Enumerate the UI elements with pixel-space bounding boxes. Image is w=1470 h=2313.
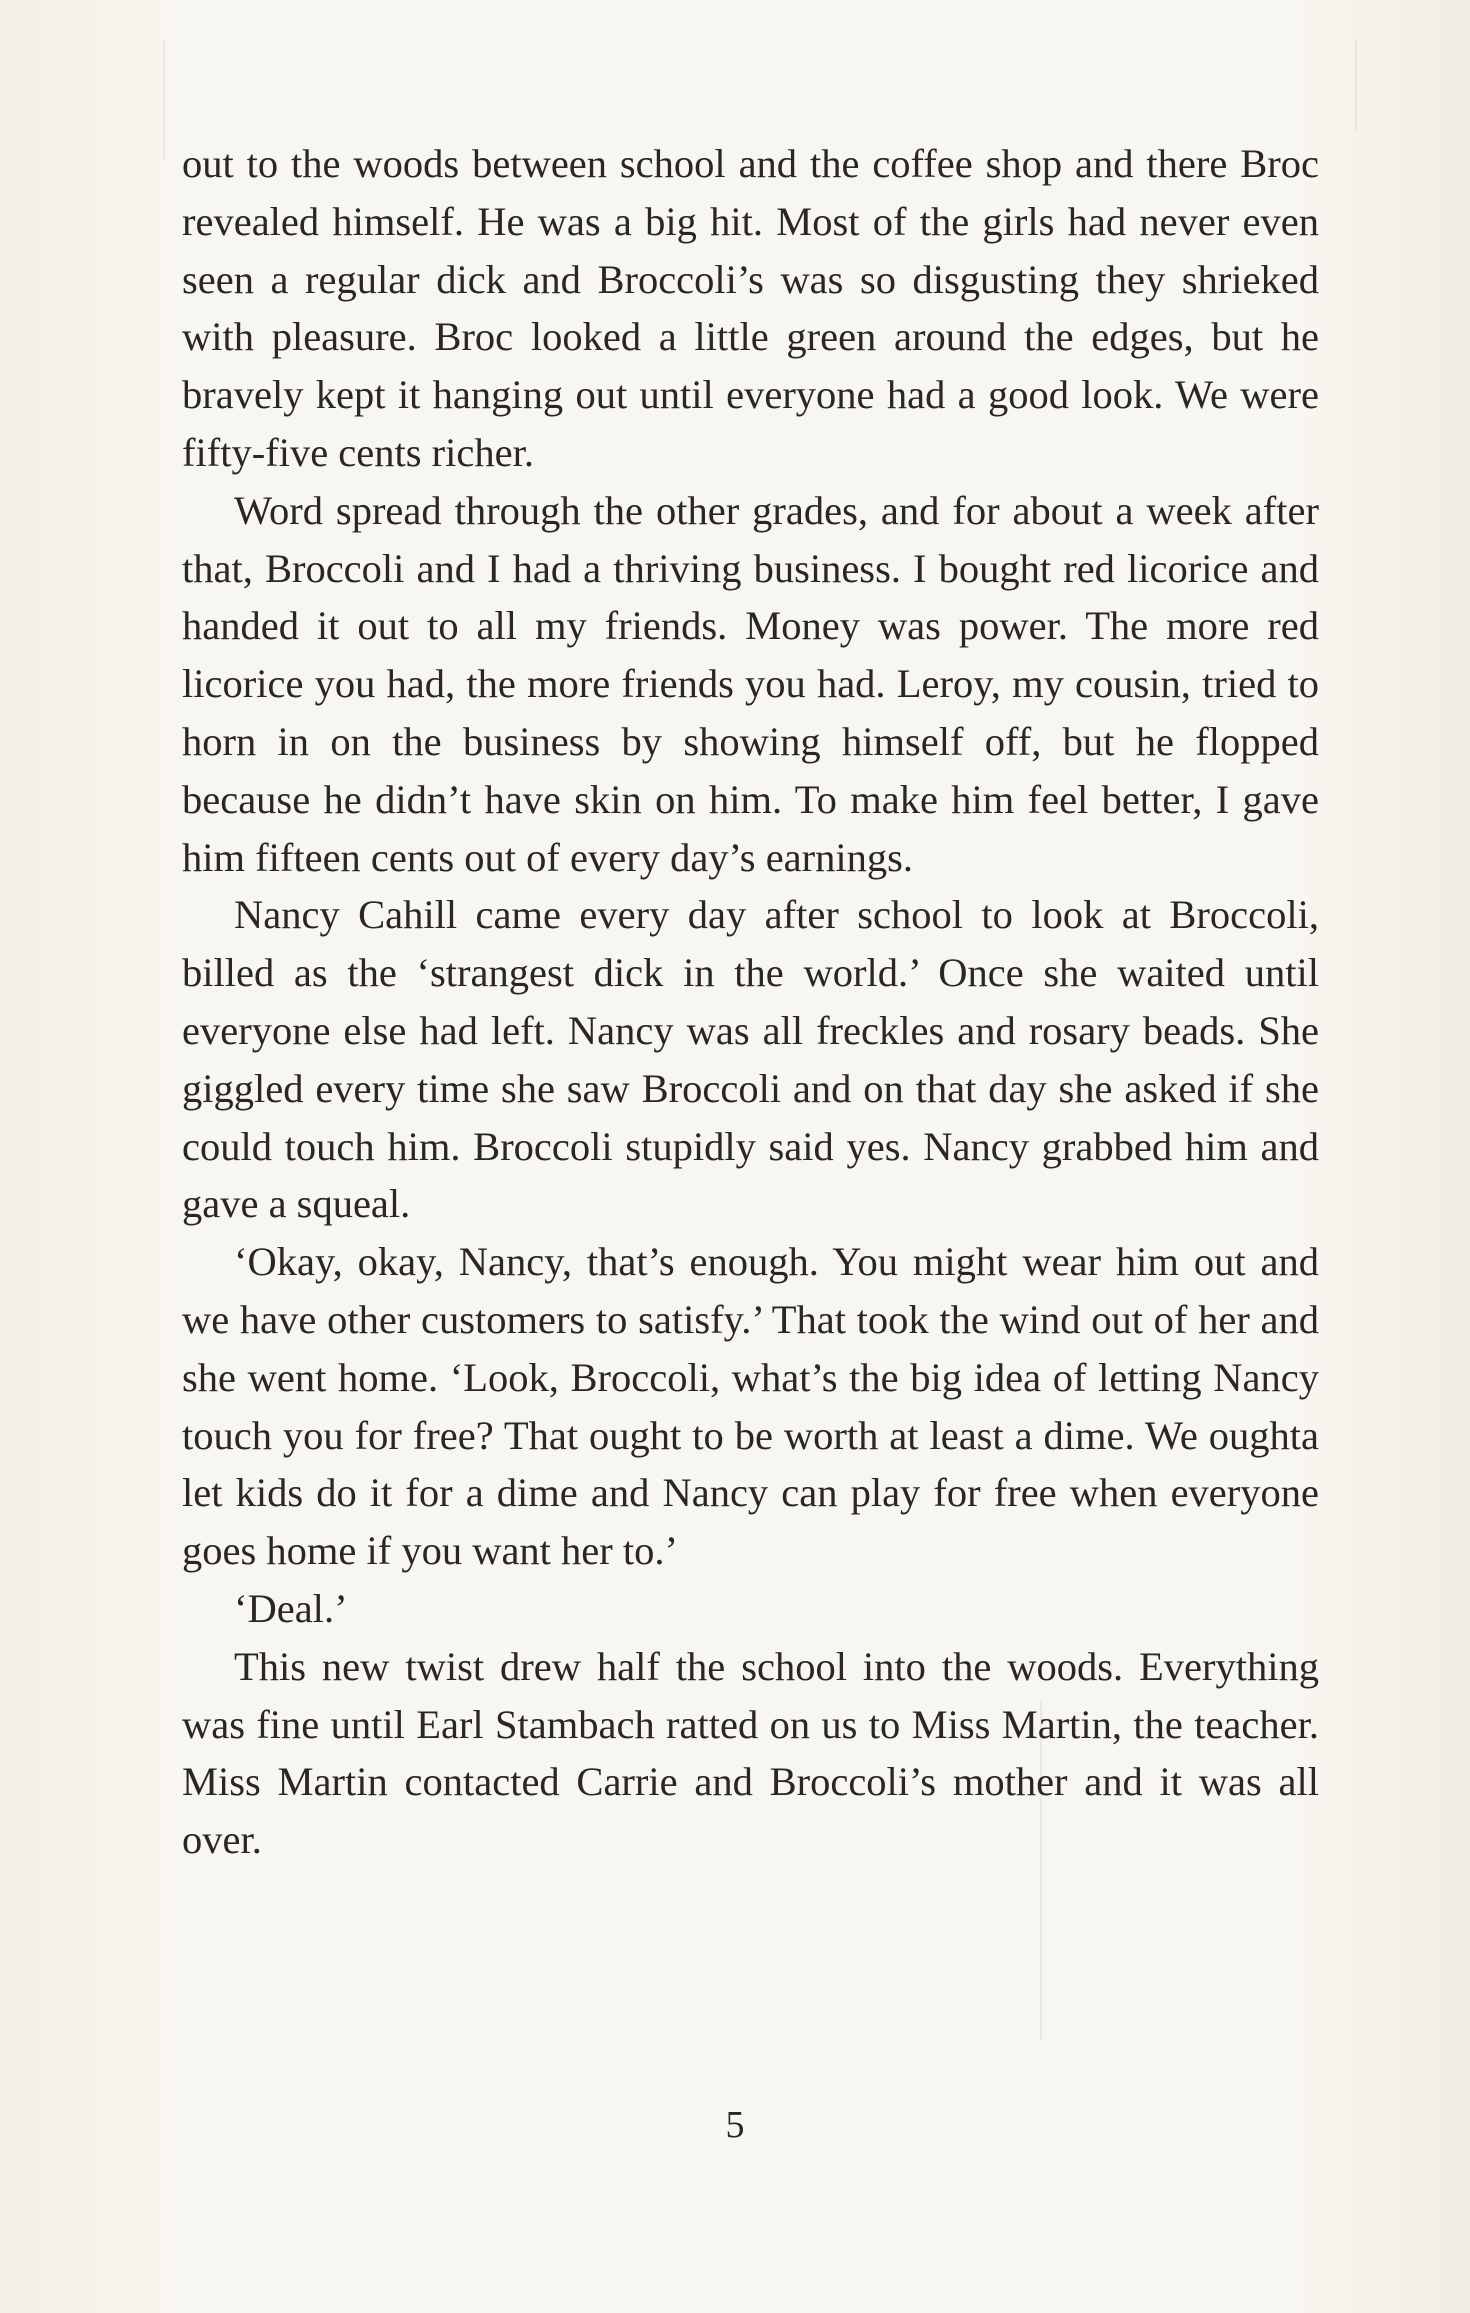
- paragraph-1: out to the woods between school and the coffee shop and there Broc revealed himself. He was a big hit. Most of the girls had never even seen a regular dick and Broccoli’s was so disgusting they shrieked with pleasure. Broc looked a little green around the edges, but he bravely kept it hanging out until everyone had a good look. We were fifty-five cents richer.: [182, 141, 1319, 475]
- body-text: [182, 135, 1319, 1869]
- paragraph-6: This new twist drew half the school into the woods. Everything was fine until Earl Stambach ratted on us to Miss Martin, the teacher. Miss Martin contacted Carrie and Broccoli’s mother and it was all over.: [182, 1643, 1319, 1863]
- paragraph-3: Nancy Cahill came every day after school to look at Broccoli, billed as the ‘strangest dick in the world.’ Once she waited until everyone else had left. Nancy was all freckles and rosary beads. She giggled every time she saw Broccoli and on that day she asked if she could touch him. Broccoli stupidly said yes. Nancy grabbed him and gave a squeal.: [182, 892, 1319, 1227]
- page-crease-left: [163, 40, 165, 160]
- page-crease-right: [1355, 40, 1357, 130]
- page-number: 5: [725, 2104, 745, 2146]
- paragraph-4: ‘Okay, okay, Nancy, that’s enough. You might wear him out and we have other customers to satisfy.’ That took the wind out of her and she went home. ‘Look, Broccoli, what’s the big idea of letting Nancy touch you for free? That ought to be worth at least a dime. We oughta let kids do it for a dime and Nancy can play for free when everyone goes home if you want her to.’: [182, 1239, 1319, 1574]
- paragraph-2: Word spread through the other grades, and for about a week after that, Broccoli and I had a thriving business. I bought red licorice and handed it out to all my friends. Money was power. The more red licorice you had, the more friends you had. Leroy, my cousin, tried to horn in on the business by showing himself off, but he flopped because he didn’t have skin on him. To make him feel better, I gave him fifteen cents out of every day’s earnings.: [182, 487, 1319, 880]
- paragraph-5: ‘Deal.’: [234, 1585, 348, 1631]
